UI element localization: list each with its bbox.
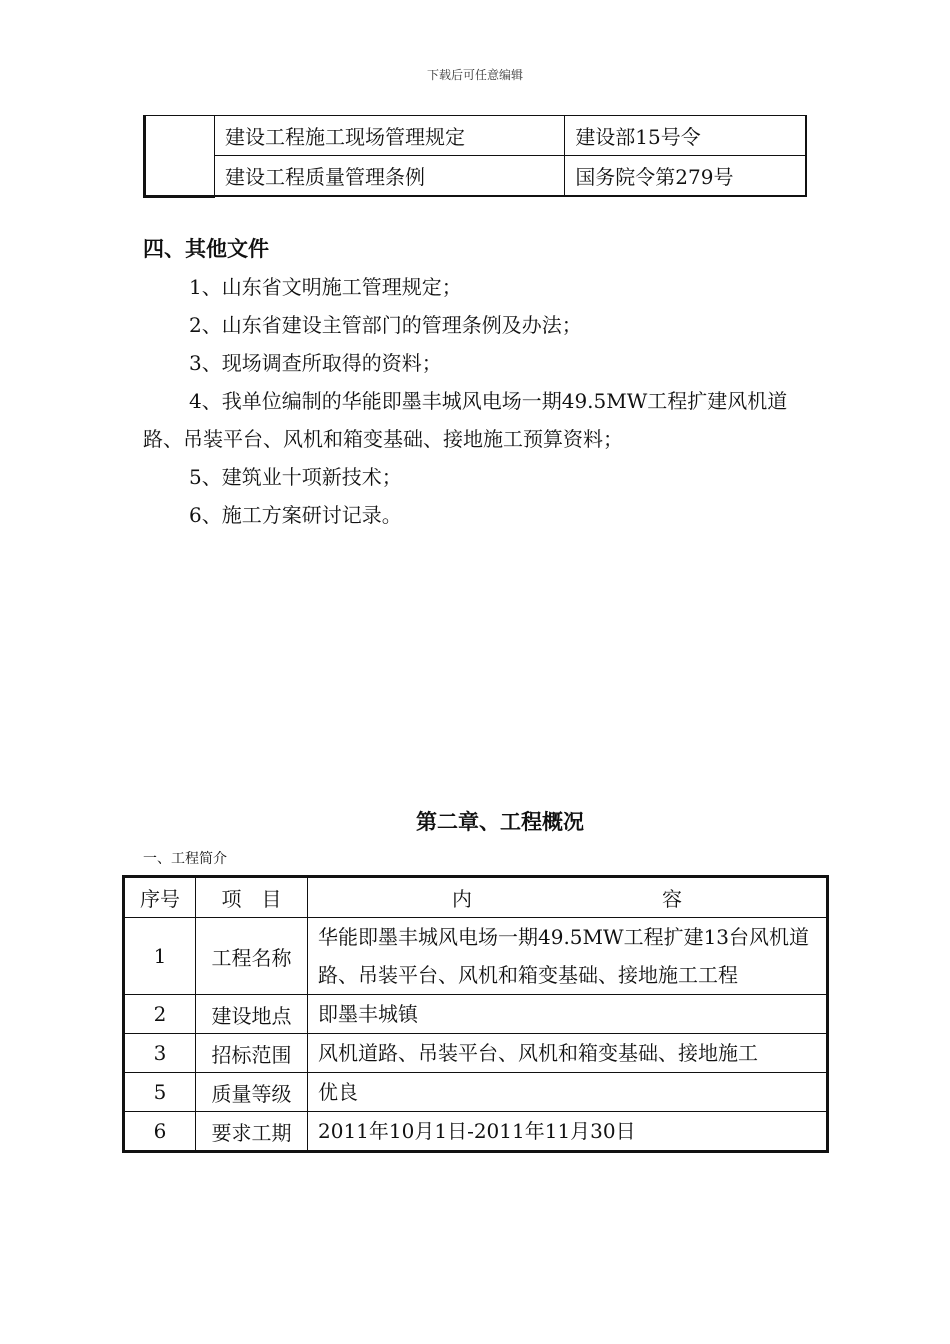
list-item: 5、建筑业十项新技术；	[189, 465, 402, 489]
row-item: 质量等级	[196, 1073, 308, 1112]
table-row	[145, 116, 807, 156]
header-item: 项 目	[196, 877, 308, 918]
table-row	[124, 1034, 828, 1073]
list-item: 6、施工方案研讨记录。	[189, 503, 402, 527]
header-content-left: 内	[452, 887, 472, 911]
table-row	[124, 1073, 828, 1112]
header-content-right: 容	[662, 887, 682, 911]
list-item: 4、我单位编制的华能即墨丰城风电场一期49.5MW工程扩建风机道路、吊装平台、风机和箱变基础、接地施工预算资料；	[143, 389, 788, 451]
row-seq: 3	[124, 1034, 196, 1073]
table-row	[124, 995, 828, 1034]
row-item: 要求工期	[196, 1112, 308, 1152]
table-row	[124, 918, 828, 995]
row-seq: 2	[124, 995, 196, 1034]
list-item: 3、现场调查所取得的资料；	[189, 351, 442, 375]
row-content: 优良	[308, 1073, 828, 1112]
row-item: 工程名称	[196, 918, 308, 995]
header-seq: 序号	[124, 877, 196, 918]
blank-cell	[145, 116, 215, 197]
other-documents-list	[143, 268, 813, 534]
row-item: 招标范围	[196, 1034, 308, 1073]
page-header-note: 下载后可任意编辑	[426, 68, 523, 82]
regulation-issuer: 建设部15号令	[565, 116, 806, 156]
project-overview-table	[122, 875, 829, 1153]
list-item: 2、山东省建设主管部门的管理条例及办法；	[189, 313, 582, 337]
row-item: 建设地点	[196, 995, 308, 1034]
row-seq: 6	[124, 1112, 196, 1152]
row-seq: 5	[124, 1073, 196, 1112]
table-row	[145, 156, 807, 197]
regulation-name: 建设工程施工现场管理规定	[215, 116, 565, 156]
table-header-row	[124, 877, 828, 918]
table-row	[124, 1112, 828, 1152]
header-content	[308, 877, 828, 918]
row-content: 即墨丰城镇	[308, 995, 828, 1034]
regulation-issuer: 国务院令第279号	[565, 156, 806, 197]
row-content: 华能即墨丰城风电场一期49.5MW工程扩建13台风机道路、吊装平台、风机和箱变基础、接地施工工程	[308, 918, 828, 995]
section-heading: 四、其他文件	[143, 237, 269, 261]
regulation-name: 建设工程质量管理条例	[215, 156, 565, 197]
list-item: 1、山东省文明施工管理规定；	[189, 275, 462, 299]
chapter-title: 第二章、工程概况	[416, 810, 584, 834]
row-seq: 1	[124, 918, 196, 995]
regulations-table	[143, 115, 807, 198]
row-content: 2011年10月1日-2011年11月30日	[308, 1112, 828, 1152]
sub-heading: 一、工程简介	[143, 851, 227, 867]
row-content: 风机道路、吊装平台、风机和箱变基础、接地施工	[308, 1034, 828, 1073]
